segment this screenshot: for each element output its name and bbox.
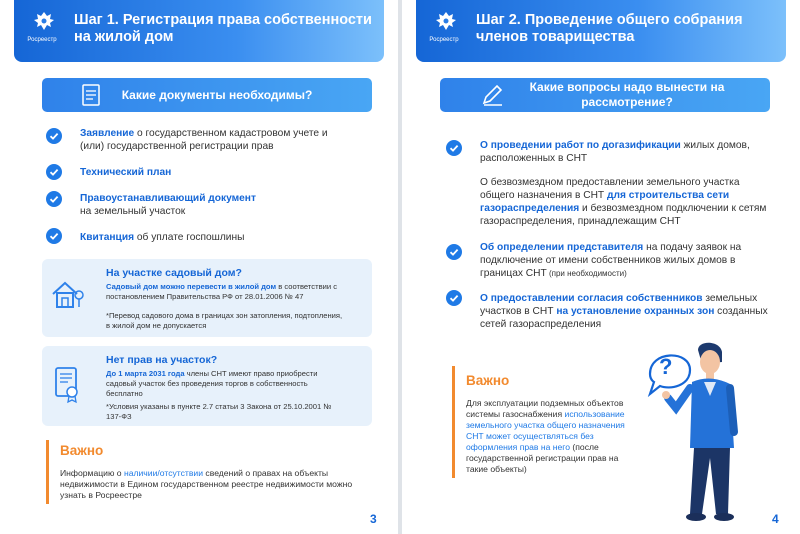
logo-text: Росреестр	[27, 37, 57, 43]
important-title: Важно	[466, 373, 510, 388]
important-bar	[46, 440, 49, 504]
pencil-icon	[480, 83, 504, 107]
page-title: Шаг 2. Проведение общего собрания членов товарищества	[476, 12, 743, 45]
document-item: Правоустанавливающий документ на земельный участок	[80, 193, 256, 217]
check-icon	[46, 164, 62, 180]
pill-label: Какие документы необходимы?	[121, 88, 313, 102]
important-bar	[452, 366, 455, 478]
page-title: Шаг 1. Регистрация права собственности на жилой дом	[74, 12, 372, 45]
question-item: О предоставлении согласия собственников земельных участков в СНТ на установление охранных зон созданных сетей газораспределения	[480, 293, 768, 330]
rosreestr-logo	[428, 9, 464, 43]
page-right	[402, 0, 800, 534]
card-note: *Перевод садового дома в границах зон затопления, подтопления, в жилой дом не допускается	[106, 311, 343, 330]
logo-text: Росреестр	[429, 37, 459, 43]
eagle-emblem-icon	[433, 9, 459, 35]
card-text: Садовый дом можно перевести в жилой дом в соответствии с постановлением Правительства РФ от 28.01.2006 № 47	[106, 282, 337, 301]
check-icon	[46, 128, 62, 144]
eagle-emblem-icon	[31, 9, 57, 35]
check-icon	[46, 228, 62, 244]
check-icon	[446, 244, 462, 260]
important-text: Информацию о наличии/отсутствии сведений о правах на объекты недвижимости в Едином государственном реестре недвижимости можно узнать в Росреестре	[60, 468, 353, 500]
question-item: О проведении работ по догазификации жилых домов, расположенных в СНТ	[480, 140, 750, 164]
no-rights-card	[42, 346, 372, 426]
right-header	[416, 0, 786, 62]
page-number: 3	[370, 512, 377, 526]
certificate-icon	[54, 366, 82, 404]
document-item: Технический план	[80, 167, 172, 178]
check-icon	[446, 140, 462, 156]
document-item: Заявление о государственном кадастровом учете и (или) государственной регистрации прав	[80, 128, 328, 152]
page-left	[0, 0, 398, 534]
documents-pill	[42, 78, 372, 112]
page-number: 4	[772, 512, 779, 526]
question-item: Об определении представителя на подачу заявок на подключение от имени собственников жилых домов в границах СНТ (при необходимости)	[480, 242, 742, 279]
left-header	[14, 0, 384, 62]
card-title: Нет прав на участок?	[106, 354, 218, 366]
check-icon	[46, 191, 62, 207]
document-icon	[80, 83, 102, 107]
important-title: Важно	[60, 443, 104, 458]
question-item: О безвозмездном предоставлении земельного участка общего назначения в СНТ для строительства сети газораспределения и безвозмездном подключении к сетям газораспределения, принадлежащим СНТ	[480, 177, 767, 227]
rosreestr-logo	[26, 9, 62, 43]
important-text: Для эксплуатации подземных объектов системы газоснабжения использование земельного участка общего назначения СНТ может осуществляться без оформления прав на него (после государственной регистрации прав на такие объекты)	[466, 398, 625, 474]
document-item: Квитанция об уплате госпошлины	[80, 232, 245, 243]
pill-label: Какие вопросы надо вынести на рассмотрение?	[529, 80, 725, 109]
garden-house-card	[42, 259, 372, 337]
card-text: До 1 марта 2031 года члены СНТ имеют право приобрести садовый участок без проведения торгов в собственность бесплатно	[106, 369, 318, 398]
questions-pill	[440, 78, 770, 112]
house-icon	[50, 279, 84, 309]
card-title: На участке садовый дом?	[106, 267, 242, 279]
card-note: *Условия указаны в пункте 2.7 статьи 3 Закона от 25.10.2001 № 137-ФЗ	[106, 402, 332, 421]
check-icon	[446, 290, 462, 306]
question-mark: ?	[659, 354, 673, 379]
person-illustration	[642, 340, 742, 526]
